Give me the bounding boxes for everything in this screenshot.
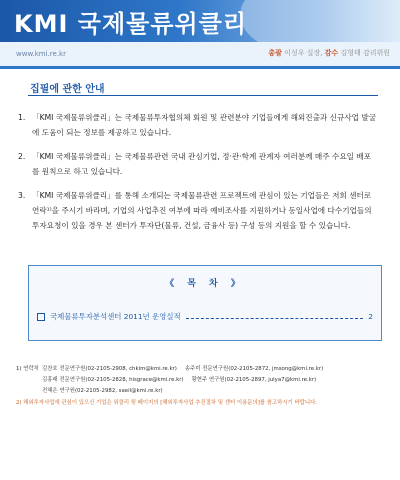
section-heading: 집필에 관한 안내 xyxy=(30,84,105,95)
note-number: 1. xyxy=(18,113,26,122)
toc-entry-page: 2 xyxy=(368,312,373,321)
toc-title: 《 목 차 》 xyxy=(165,279,245,289)
note-item xyxy=(18,149,378,179)
toc-entry-label[interactable]: 국제물류투자분석센터 2011년 운영실적 xyxy=(50,312,181,321)
note-text: 「KMI 국제물류위클리」는 국제물류관련 국내 관심기업, 정·관·학계 관계자 여러분께 매주 수요일 배포를 원칙으로 하고 있습니다. xyxy=(32,152,372,176)
contact-item: 전혜은 연구원(02-2105-2982, saeil@kmi.re.kr) xyxy=(42,388,163,394)
note-number: 2. xyxy=(18,152,26,161)
publication-title: KMI 국제물류위클리 xyxy=(14,10,248,38)
contact-item: 김홍래 전문연구원(02-2105-2828, hisgrace@kmi.re.kr) xyxy=(42,377,184,383)
contact-row xyxy=(16,375,388,386)
header-subbar xyxy=(0,42,400,69)
toc-entry[interactable] xyxy=(37,311,373,322)
contact-row xyxy=(16,386,388,397)
heading-divider xyxy=(28,95,378,96)
credits-label-1: 총괄 xyxy=(268,49,282,57)
contact-item: 김찬호 전문연구원(02-2105-2908, chkim@kmi.re.kr) xyxy=(42,366,177,372)
footer-notes xyxy=(16,364,388,409)
contact-label: 1) 연락처 xyxy=(16,366,39,372)
contact-row xyxy=(16,364,388,375)
header-banner xyxy=(0,0,400,42)
contact-item: 송주미 전문연구원(02-2105-2872, jmsong@kmi.re.kr) xyxy=(184,366,324,372)
investment-note: 2) 해외투자사업에 관심이 있으신 기업은 위클리 뒷 페이지의 [해외투자사업 추진절차 및 센터 이용문의]를 참고하시기 바랍니다. xyxy=(16,400,318,406)
note-text: 「KMI 국제물류위클리」를 통해 소개되는 국제물류관련 프로젝트에 관심이 있는 기업들은 저희 센터로 연락¹⁾을 주시기 바라며, 기업의 사업추진 여부에 따라 예비조사를 지원하거나 동일사업에 다수기업들의 투자요청이 있을 경우 본 센터가 투자단(물류, 건설, 금융사 등) 구성 등의 지원을 할 수 있습니다. xyxy=(32,191,372,230)
site-url[interactable]: www.kmi.re.kr xyxy=(16,50,66,58)
credits xyxy=(268,48,390,58)
credits-name-1: 이성우 실장, xyxy=(284,49,323,57)
note-item xyxy=(18,110,378,140)
contact-item: 황현주 연구원(02-2105-2897, julya7@kmi.re.kr) xyxy=(191,377,317,383)
note-number: 3. xyxy=(18,191,26,200)
checkbox-square-icon xyxy=(37,313,45,321)
credits-label-2: 감수 xyxy=(324,49,339,57)
note-text: 「KMI 국제물류위클리」는 국제물류투자협의체 회원 및 관련분야 기업들에게 해외진출과 신규사업 발굴에 도움이 되는 정보를 제공하고 있습니다. xyxy=(32,113,377,137)
credits-name-2: 김형태 감리위원 xyxy=(340,49,390,57)
banner-swoosh xyxy=(240,0,400,42)
notes-list xyxy=(18,110,378,242)
table-of-contents xyxy=(28,265,382,341)
note-item xyxy=(18,188,378,233)
toc-leader-dots xyxy=(186,314,364,319)
